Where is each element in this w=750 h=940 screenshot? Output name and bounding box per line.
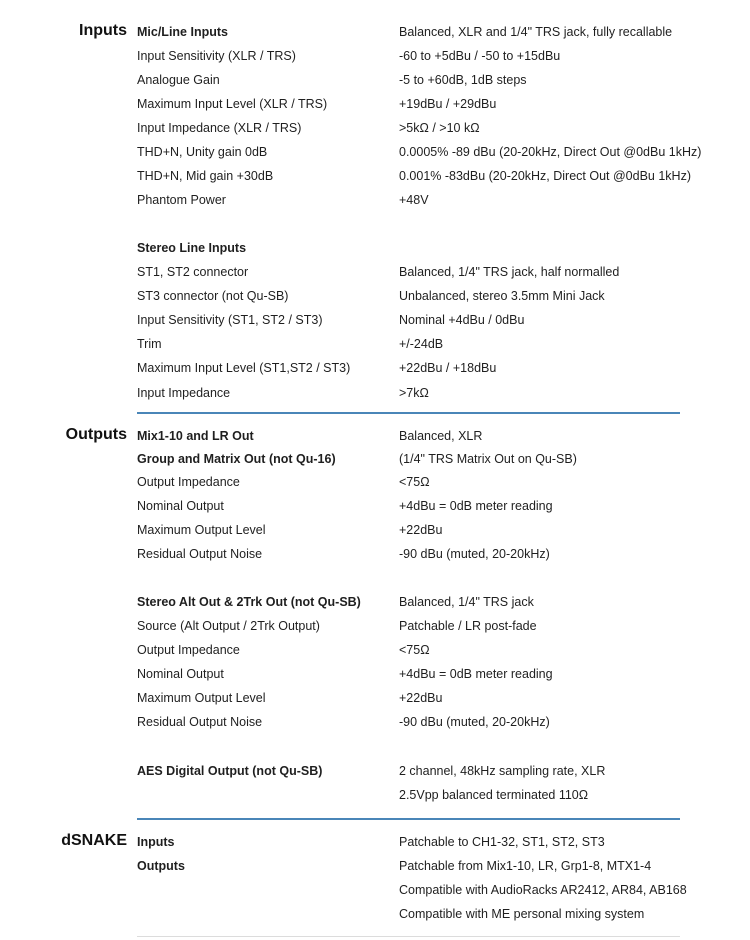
- spec-label: Input Impedance (XLR / TRS): [137, 121, 302, 135]
- spec-label: Output Impedance: [137, 475, 240, 489]
- spec-row: [137, 859, 697, 883]
- spec-value: >7kΩ: [399, 386, 429, 400]
- spec-row: [137, 667, 697, 691]
- spec-row: [137, 523, 697, 547]
- spec-value: -60 to +5dBu / -50 to +15dBu: [399, 49, 561, 63]
- spec-row: [137, 788, 697, 812]
- spec-row: [137, 361, 697, 385]
- spec-value: Patchable / LR post-fade: [399, 619, 537, 633]
- spec-row: [137, 907, 697, 931]
- spec-row: [137, 265, 697, 289]
- spec-row: [137, 73, 697, 97]
- spec-row: [137, 289, 697, 313]
- spec-value: +4dBu = 0dB meter reading: [399, 499, 553, 513]
- spec-row: [137, 121, 697, 145]
- spec-label: Mic/Line Inputs: [137, 25, 228, 39]
- spec-value: Unbalanced, stereo 3.5mm Mini Jack: [399, 289, 605, 303]
- spec-label: Maximum Output Level: [137, 523, 266, 537]
- spec-value: <75Ω: [399, 643, 430, 657]
- spec-label: Mix1-10 and LR Out: [137, 429, 254, 443]
- spec-row: [137, 475, 697, 499]
- spec-label: Source (Alt Output / 2Trk Output): [137, 619, 320, 633]
- spec-label: Input Impedance: [137, 386, 231, 400]
- spec-row: [137, 25, 697, 49]
- spec-row: [137, 691, 697, 715]
- section-divider: [137, 818, 680, 820]
- spec-label: AES Digital Output (not Qu-SB): [137, 764, 323, 778]
- spec-label: Maximum Input Level (XLR / TRS): [137, 97, 328, 111]
- spec-label: THD+N, Unity gain 0dB: [137, 145, 268, 159]
- spec-value: -90 dBu (muted, 20-20kHz): [399, 715, 550, 729]
- spec-row: [137, 337, 697, 361]
- spec-value: Nominal +4dBu / 0dBu: [399, 313, 525, 327]
- spec-row: [137, 241, 697, 265]
- spec-row: [137, 883, 697, 907]
- spec-row: [137, 835, 697, 859]
- spec-value: +19dBu / +29dBu: [399, 97, 497, 111]
- spec-label: Input Sensitivity (ST1, ST2 / ST3): [137, 313, 323, 327]
- spec-value: (1/4" TRS Matrix Out on Qu-SB): [399, 452, 577, 466]
- spec-label: Phantom Power: [137, 193, 226, 207]
- spec-row: [137, 619, 697, 643]
- spec-value: +22dBu: [399, 523, 443, 537]
- section-title-dsnake: dSNAKE: [61, 832, 127, 849]
- spec-row: [137, 97, 697, 121]
- spec-value: Patchable to CH1-32, ST1, ST2, ST3: [399, 835, 605, 849]
- spec-value: -90 dBu (muted, 20-20kHz): [399, 547, 550, 561]
- spec-row: [137, 169, 697, 193]
- spec-row: [137, 595, 697, 619]
- spec-label: ST1, ST2 connector: [137, 265, 249, 279]
- spec-label: THD+N, Mid gain +30dB: [137, 169, 274, 183]
- spec-row: [137, 547, 697, 571]
- spec-value: 2.5Vpp balanced terminated 110Ω: [399, 788, 589, 802]
- spec-value: 0.0005% -89 dBu (20-20kHz, Direct Out @0dBu 1kHz): [399, 145, 702, 159]
- spec-label: ST3 connector (not Qu-SB): [137, 289, 289, 303]
- spec-label: Outputs: [137, 859, 185, 873]
- section-divider: [137, 412, 680, 414]
- spec-value: +/-24dB: [399, 337, 444, 351]
- bottom-divider: [137, 936, 680, 937]
- spec-row: [137, 643, 697, 667]
- spec-row: [137, 764, 697, 788]
- spec-label: Output Impedance: [137, 643, 240, 657]
- spec-row: [137, 49, 697, 73]
- spec-value: +22dBu: [399, 691, 443, 705]
- section-title-inputs: Inputs: [79, 22, 127, 39]
- spec-label: Analogue Gain: [137, 73, 220, 87]
- spec-row: [137, 386, 697, 410]
- spec-value: Balanced, XLR and 1/4" TRS jack, fully recallable: [399, 25, 673, 39]
- spec-value: -5 to +60dB, 1dB steps: [399, 73, 527, 87]
- spec-label: Input Sensitivity (XLR / TRS): [137, 49, 296, 63]
- spec-value: +22dBu / +18dBu: [399, 361, 497, 375]
- spec-label: Maximum Input Level (ST1,ST2 / ST3): [137, 361, 351, 375]
- spec-value: Compatible with AudioRacks AR2412, AR84, AB168: [399, 883, 687, 897]
- spec-label: Residual Output Noise: [137, 715, 263, 729]
- spec-label: Group and Matrix Out (not Qu-16): [137, 452, 336, 466]
- spec-value: <75Ω: [399, 475, 430, 489]
- spec-label: Inputs: [137, 835, 175, 849]
- spec-row: [137, 145, 702, 169]
- spec-row: [137, 715, 697, 739]
- spec-value: +48V: [399, 193, 429, 207]
- spec-label: Maximum Output Level: [137, 691, 266, 705]
- spec-label: Nominal Output: [137, 667, 224, 681]
- spec-value: 0.001% -83dBu (20-20kHz, Direct Out @0dBu 1kHz): [399, 169, 691, 183]
- spec-value: Balanced, XLR: [399, 429, 483, 443]
- spec-label: Nominal Output: [137, 499, 224, 513]
- spec-row: [137, 313, 697, 337]
- spec-row: [137, 429, 697, 453]
- spec-value: Balanced, 1/4" TRS jack: [399, 595, 534, 609]
- spec-value: >5kΩ / >10 kΩ: [399, 121, 480, 135]
- spec-value: Patchable from Mix1-10, LR, Grp1-8, MTX1-4: [399, 859, 652, 873]
- spec-row: [137, 452, 697, 476]
- spec-label: Trim: [137, 337, 162, 351]
- section-title-outputs: Outputs: [65, 426, 127, 443]
- spec-value: Compatible with ME personal mixing system: [399, 907, 645, 921]
- spec-row: [137, 193, 697, 217]
- spec-label: Stereo Alt Out & 2Trk Out (not Qu-SB): [137, 595, 361, 609]
- spec-value: Balanced, 1/4" TRS jack, half normalled: [399, 265, 620, 279]
- spec-label: Residual Output Noise: [137, 547, 263, 561]
- spec-label: Stereo Line Inputs: [137, 241, 247, 255]
- spec-value: 2 channel, 48kHz sampling rate, XLR: [399, 764, 606, 778]
- spec-value: +4dBu = 0dB meter reading: [399, 667, 553, 681]
- spec-row: [137, 499, 697, 523]
